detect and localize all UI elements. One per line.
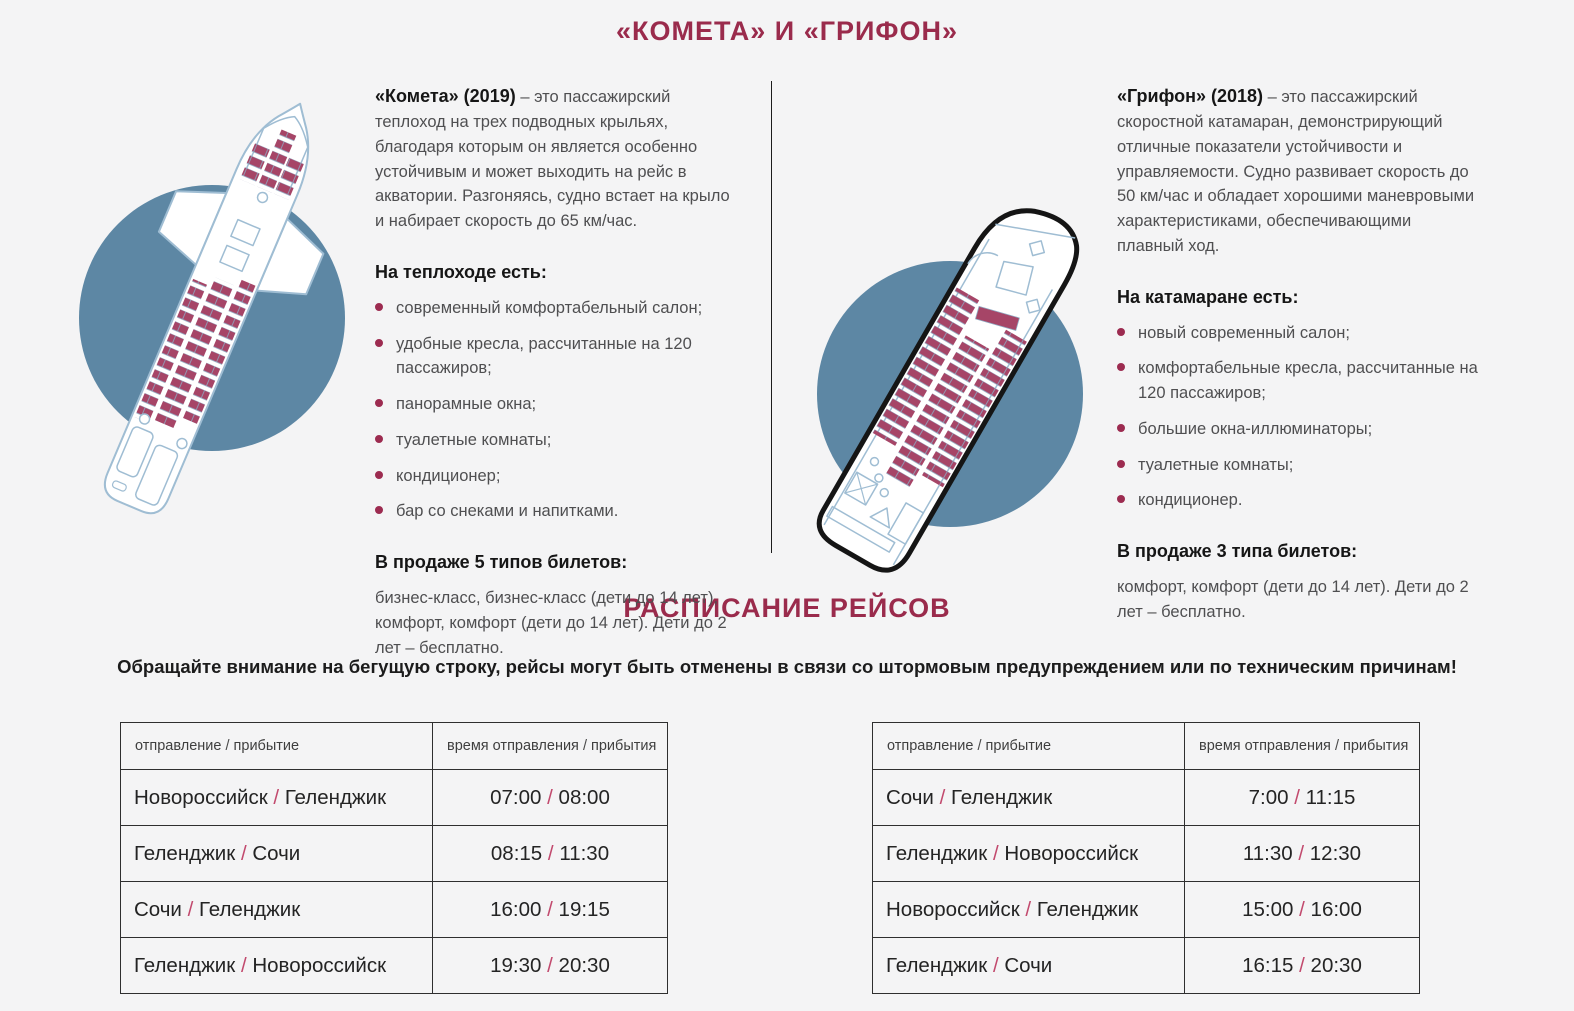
slash-separator: /: [240, 953, 247, 977]
table-header-row: [873, 723, 1420, 770]
bullet-icon: [1117, 460, 1125, 468]
slash-separator: /: [1025, 897, 1032, 921]
table-row: [121, 770, 668, 826]
bullet-icon: [1117, 328, 1125, 336]
feature-text: кондиционер.: [1138, 491, 1243, 510]
bullet-icon: [375, 399, 383, 407]
slash-separator: /: [1299, 953, 1305, 977]
route-cell: [873, 826, 1185, 882]
header-text: прибытие: [985, 738, 1052, 754]
slash-separator: /: [547, 785, 553, 809]
slash-separator: /: [992, 953, 999, 977]
table-row: [873, 938, 1420, 994]
page: [0, 16, 1574, 1011]
list-item: [375, 428, 739, 453]
header-text: отправление: [887, 738, 974, 754]
time-cell: [1185, 938, 1420, 994]
route-cell: [873, 938, 1185, 994]
bullet-icon: [375, 303, 383, 311]
feature-text: современный комфортабельный салон;: [396, 298, 703, 317]
route-cell: [121, 938, 433, 994]
time-dep: 16:00: [490, 897, 542, 921]
route-from: Новороссийск: [134, 785, 268, 809]
slash-separator: /: [1298, 841, 1305, 865]
route-to: Геленджик: [284, 785, 387, 809]
list-item: [1117, 321, 1481, 346]
route-from: Новороссийск: [886, 897, 1020, 921]
table-row: [121, 882, 668, 938]
kometa-tickets-title: В продаже 5 типов билетов:: [375, 552, 628, 572]
route-cell: [873, 882, 1185, 938]
route-to: Геленджик: [1036, 897, 1139, 921]
header-text: прибытие: [233, 738, 300, 754]
time-cell: [1185, 770, 1420, 826]
time-arr: 20:30: [1310, 953, 1362, 977]
route-cell: [873, 770, 1185, 826]
table-row: [873, 826, 1420, 882]
slash-separator: /: [939, 785, 946, 809]
route-to: Геленджик: [199, 897, 301, 921]
time-arr: 19:15: [558, 897, 610, 921]
slash-separator: /: [240, 841, 247, 865]
time-arr: 08:00: [558, 785, 610, 809]
time-dep: 11:30: [1242, 841, 1293, 865]
feature-text: новый современный салон;: [1138, 323, 1350, 342]
table-row: [121, 826, 668, 882]
time-dep: 15:00: [1242, 897, 1294, 921]
kometa-lead: [375, 83, 739, 234]
column-divider: [771, 81, 772, 553]
grifon-text-column: [1117, 83, 1481, 625]
header-text: время отправления: [1199, 738, 1331, 754]
header-text: прибытия: [591, 738, 657, 754]
list-item: [1117, 488, 1481, 513]
list-item: [1117, 417, 1481, 442]
bullet-icon: [375, 435, 383, 443]
feature-text: панорамные окна;: [396, 395, 537, 413]
list-item: [375, 499, 739, 524]
route-cell: [121, 882, 433, 938]
kometa-description: – это пассажирский теплоход на трех подводных крыльях, благодаря которым он является особенно устойчивым и может выходить на рейс в акватории. Разгоняясь, судно встает на крыло и набирает скорость до 65 км/час.: [375, 88, 730, 230]
bullet-icon: [375, 506, 383, 514]
slash-separator: /: [225, 738, 230, 754]
feature-text: туалетные комнаты;: [1138, 455, 1294, 474]
feature-text: бар со снеками и напитками.: [396, 502, 619, 521]
bullet-icon: [1117, 424, 1125, 432]
list-item: [375, 464, 739, 489]
list-item: [375, 296, 739, 321]
time-cell: [433, 826, 668, 882]
route-to: Новороссийск: [1004, 841, 1139, 865]
grifon-tickets-title: В продаже 3 типа билетов:: [1117, 541, 1358, 561]
slash-separator: /: [582, 738, 587, 754]
route-to: Геленджик: [951, 785, 1053, 809]
feature-text: кондиционер;: [396, 466, 501, 485]
schedule-title: РАСПИСАНИЕ РЕЙСОВ: [623, 593, 951, 623]
route-cell: [121, 826, 433, 882]
table-row: [873, 770, 1420, 826]
slash-separator: /: [547, 953, 553, 977]
slash-separator: /: [547, 841, 554, 865]
grifon-description: – это пассажирский скоростной катамаран, демонстрирующий отличные показатели устойчивости и управляемости. Судно развивает скорость до 50 км/час и обладает хорошими маневровыми характеристиками, обеспечивающими плавный ход.: [1117, 88, 1475, 255]
bullet-icon: [375, 471, 383, 479]
list-item: [375, 332, 739, 382]
route-from: Геленджик: [134, 953, 236, 977]
grifon-features-title: На катамаране есть:: [1117, 286, 1299, 307]
header-text: прибытия: [1343, 738, 1409, 754]
kometa-deck-svg: [55, 81, 375, 546]
schedule-notice: Обращайте внимание на бегущую строку, рейсы могут быть отменены в связи со штормовым предупреждением или по техническим причинам!: [117, 656, 1457, 677]
route-header-cell: [873, 723, 1185, 770]
route-cell: [121, 770, 433, 826]
table-header-row: [121, 723, 668, 770]
grifon-deck-svg: [800, 126, 1110, 586]
slash-separator: /: [977, 738, 982, 754]
route-from: Геленджик: [886, 841, 988, 865]
feature-text: удобные кресла, рассчитанные на 120 пассажиров;: [396, 334, 692, 378]
route-to: Новороссийск: [252, 953, 387, 977]
time-header-cell: [433, 723, 668, 770]
time-arr: 11:15: [1305, 785, 1356, 809]
bullet-icon: [1117, 363, 1125, 371]
slash-separator: /: [1334, 738, 1339, 754]
time-cell: [433, 882, 668, 938]
time-arr: 16:00: [1310, 897, 1362, 921]
grifon-tickets-text: комфорт, комфорт (дети до 14 лет). Дети до 2 лет – бесплатно.: [1117, 578, 1469, 621]
time-dep: 7:00: [1248, 785, 1289, 809]
kometa-features-title: На теплоходе есть:: [375, 261, 547, 282]
slash-separator: /: [547, 897, 553, 921]
time-cell: [433, 938, 668, 994]
schedule-tables: [120, 722, 1420, 994]
time-dep: 19:30: [490, 953, 542, 977]
grifon-features-list: [1117, 321, 1481, 514]
grifon-deck-illustration: [800, 126, 1110, 591]
route-header-cell: [121, 723, 433, 770]
list-item: [375, 392, 739, 417]
time-header-cell: [1185, 723, 1420, 770]
kometa-tickets-text: бизнес-класс, бизнес-класс (дети до 14 лет), комфорт, комфорт (дети до 14 лет). Дети до 2 лет – бесплатно.: [375, 589, 727, 657]
bullet-icon: [1117, 495, 1125, 503]
schedule-table-grifon: [872, 722, 1420, 994]
schedule-table-kometa: [120, 722, 668, 994]
list-item: [1117, 453, 1481, 478]
grifon-lead: [1117, 83, 1481, 259]
slash-separator: /: [1294, 785, 1300, 809]
time-cell: [433, 770, 668, 826]
list-item: [1117, 356, 1481, 406]
table-row: [121, 938, 668, 994]
time-cell: [1185, 882, 1420, 938]
page-title: «КОМЕТА» И «ГРИФОН»: [615, 16, 958, 46]
table-row: [873, 882, 1420, 938]
time-dep: 08:15: [490, 841, 543, 865]
kometa-deck-illustration: [55, 81, 375, 551]
time-arr: 20:30: [558, 953, 610, 977]
grifon-name: «Грифон» (2018): [1117, 86, 1264, 106]
kometa-text-column: [375, 83, 739, 660]
time-cell: [1185, 826, 1420, 882]
slash-separator: /: [1299, 897, 1305, 921]
kometa-features-list: [375, 296, 739, 524]
time-dep: 07:00: [490, 785, 542, 809]
route-from: Геленджик: [134, 841, 236, 865]
slash-separator: /: [187, 897, 194, 921]
time-arr: 12:30: [1309, 841, 1362, 865]
route-from: Сочи: [134, 897, 182, 921]
time-dep: 16:15: [1242, 953, 1294, 977]
slash-separator: /: [992, 841, 999, 865]
feature-text: большие окна-иллюминаторы;: [1138, 419, 1373, 438]
route-to: Сочи: [252, 841, 301, 865]
bullet-icon: [375, 339, 383, 347]
feature-text: туалетные комнаты;: [396, 430, 552, 449]
route-to: Сочи: [1004, 953, 1053, 977]
route-from: Геленджик: [886, 953, 988, 977]
route-from: Сочи: [886, 785, 934, 809]
kometa-name: «Комета» (2019): [375, 86, 516, 106]
header-text: отправление: [135, 738, 222, 754]
header-text: время отправления: [447, 738, 579, 754]
time-arr: 11:30: [559, 841, 610, 865]
feature-text: комфортабельные кресла, рассчитанные на 120 пассажиров;: [1138, 359, 1478, 402]
slash-separator: /: [273, 785, 280, 809]
